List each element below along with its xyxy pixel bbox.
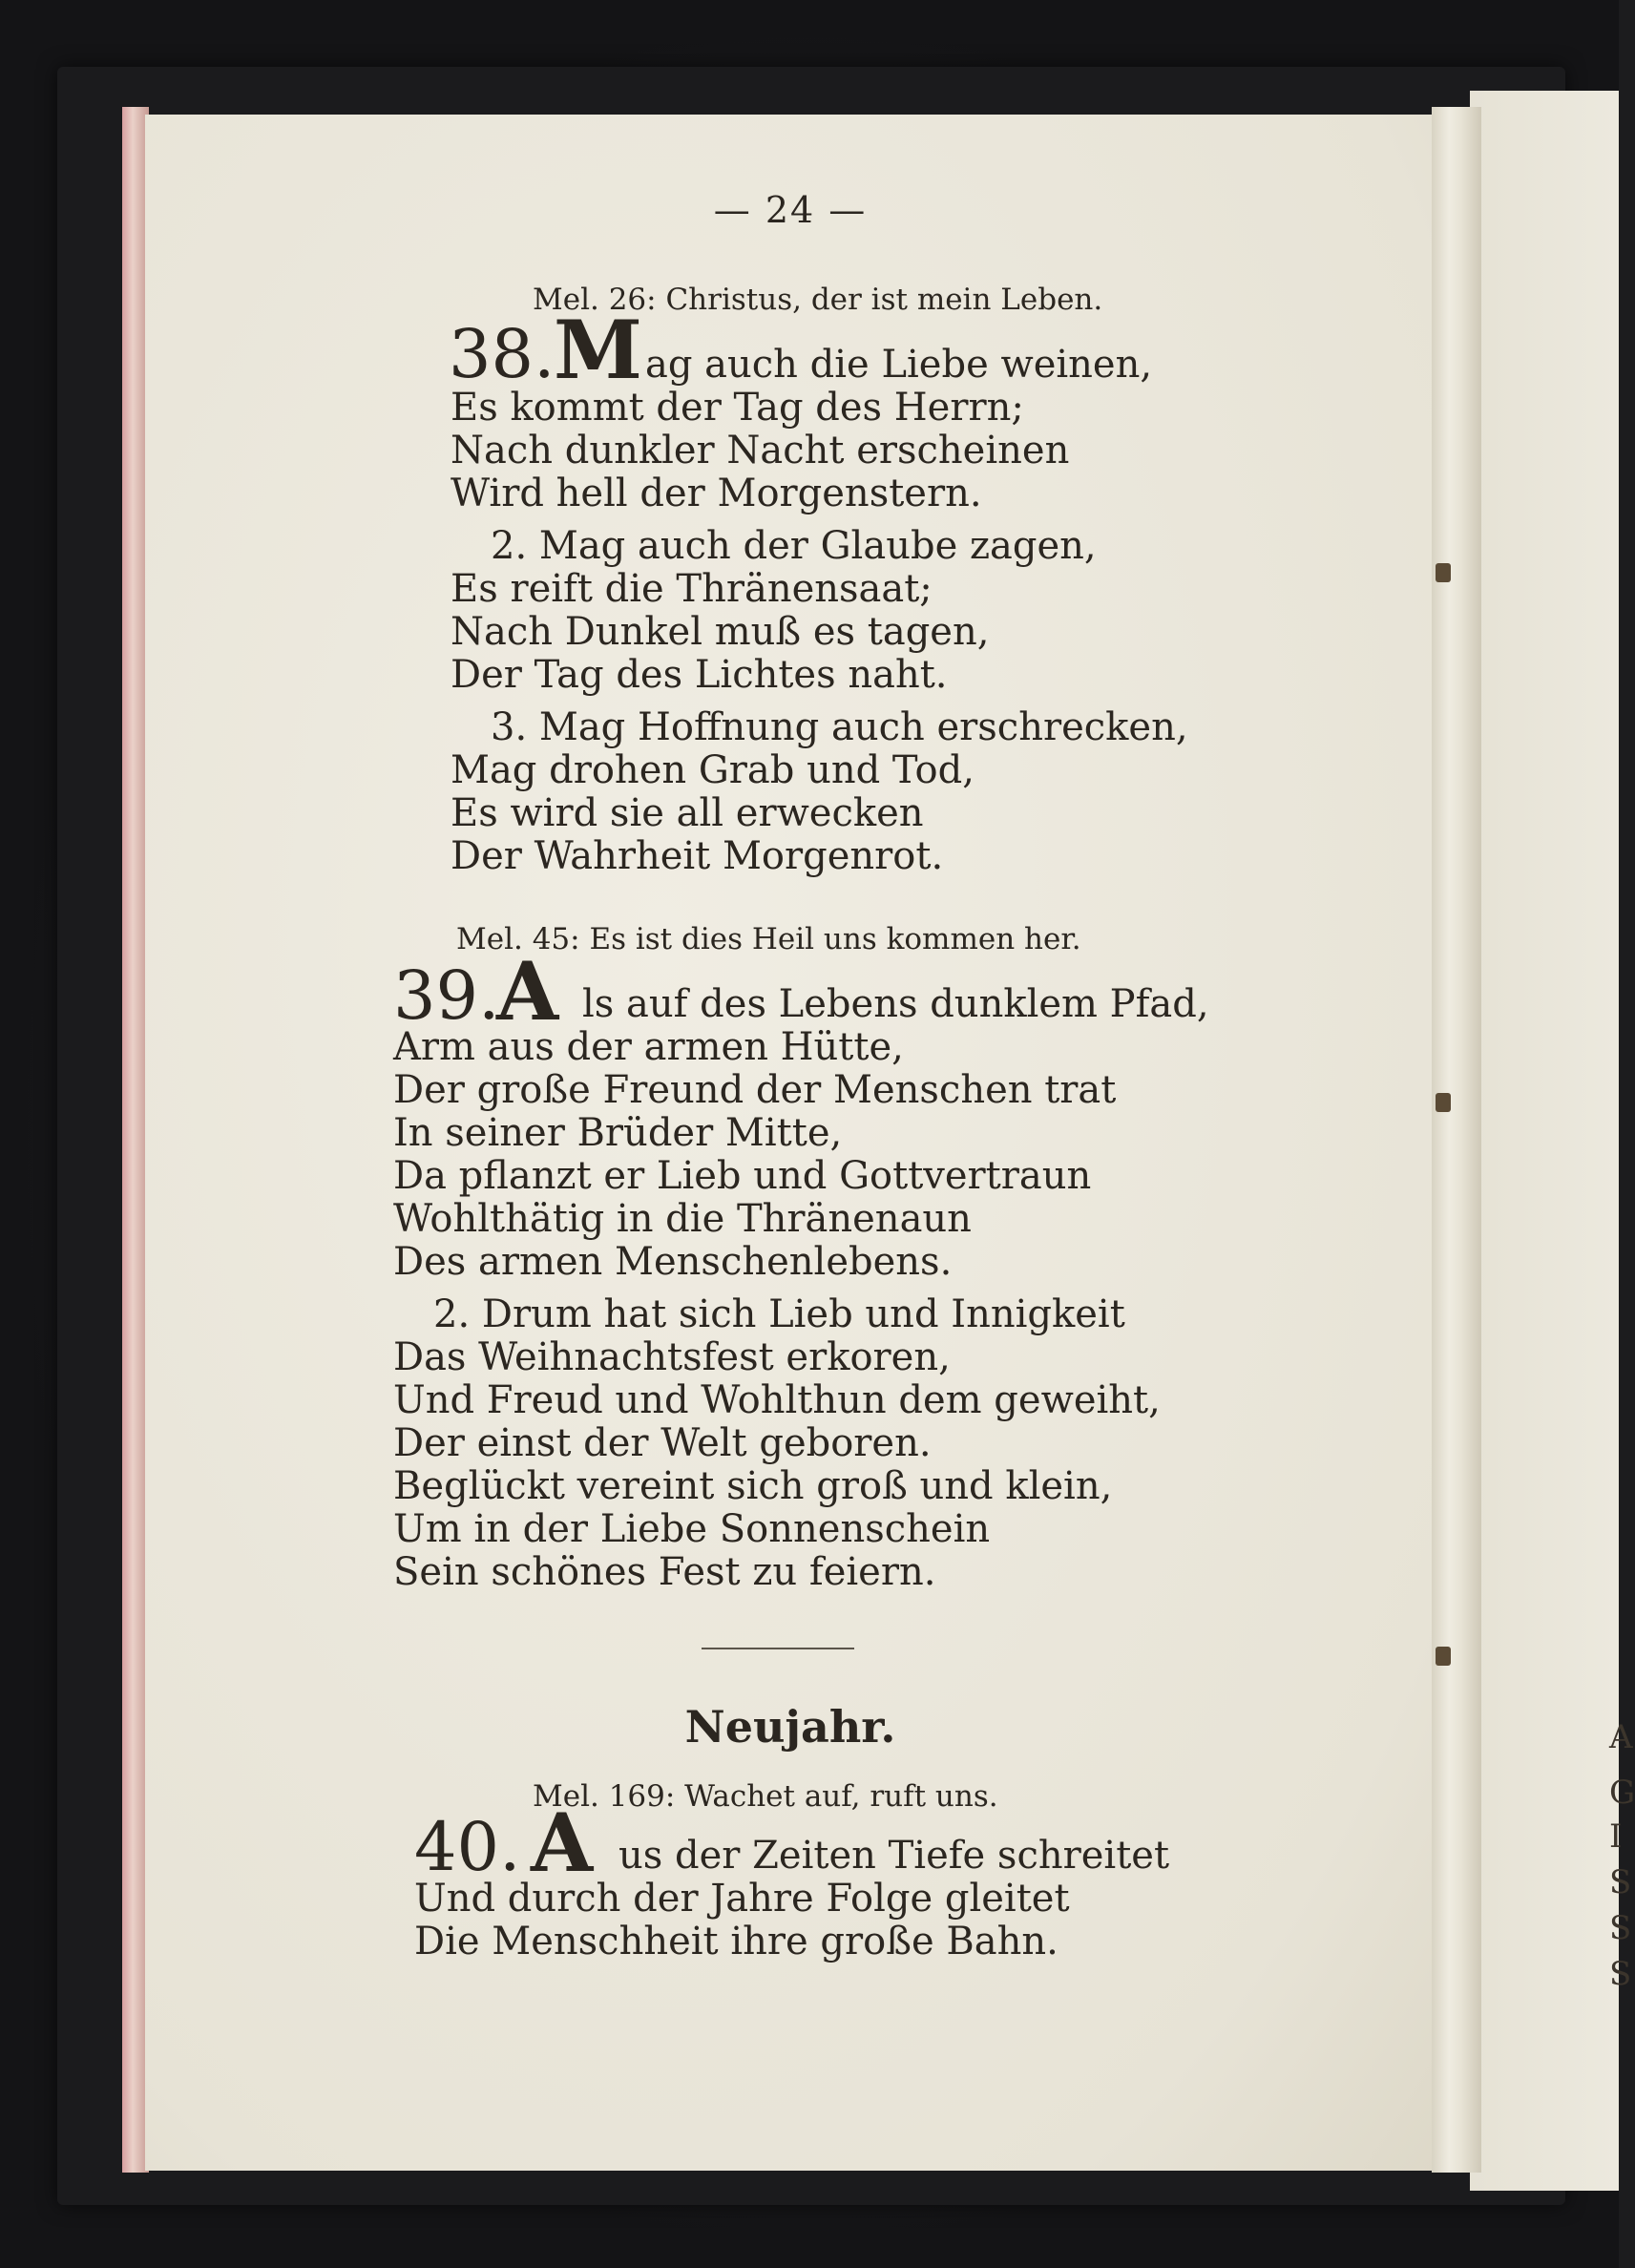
facing-page-char: S	[1609, 1863, 1632, 1901]
verse-line: Es reift die Thränensaat;	[451, 567, 933, 611]
binding-stitch	[1436, 563, 1451, 582]
verse-line: Sein schönes Fest zu feiern.	[393, 1550, 936, 1594]
facing-page-char: S	[1609, 1909, 1632, 1947]
hymn-number: 39.	[393, 956, 500, 1035]
verse-line: 3. Mag Hoffnung auch erschrecken,	[491, 705, 1188, 749]
verse-line: Des armen Menschenlebens.	[393, 1240, 953, 1284]
verse-line: Es wird sie all erwecken	[451, 791, 924, 835]
drop-initial: A	[496, 944, 559, 1039]
drop-initial: M	[554, 303, 642, 397]
binding-stitch	[1436, 1093, 1451, 1112]
verse-line: Arm aus der armen Hütte,	[393, 1025, 904, 1069]
verse-line: 2. Mag auch der Glaube zagen,	[491, 524, 1097, 568]
page-number: — 24 —	[713, 189, 868, 231]
verse-line: Das Weihnachtsfest erkoren,	[393, 1335, 951, 1379]
facing-page	[1470, 91, 1619, 2191]
verse-line: Es kommt der Tag des Herrn;	[451, 386, 1024, 430]
melody-note: Mel. 45: Es ist dies Heil uns kommen her.	[456, 922, 1081, 956]
verse-line: Wird hell der Morgenstern.	[451, 472, 982, 515]
verse-line: 2. Drum hat sich Lieb und Innigkeit	[433, 1292, 1125, 1336]
verse-line: us der Zeiten Tiefe schreitet	[618, 1834, 1170, 1878]
melody-note: Mel. 26: Christus, der ist mein Leben.	[533, 283, 1103, 317]
verse-line: Der Tag des Lichtes naht.	[451, 653, 948, 697]
verse-line: Da pflanzt er Lieb und Gottvertraun	[393, 1154, 1092, 1198]
verse-line: Und Freud und Wohlthun dem geweiht,	[393, 1378, 1161, 1422]
verse-line: Der einst der Welt geboren.	[393, 1421, 932, 1465]
verse-line: In seiner Brüder Mitte,	[393, 1111, 843, 1155]
verse-line: Der große Freund der Menschen trat	[393, 1068, 1117, 1112]
verse-line: ls auf des Lebens dunklem Pfad,	[582, 982, 1209, 1026]
facing-page-char: S	[1609, 1955, 1632, 1993]
verse-line: Wohlthätig in die Thränenaun	[393, 1197, 972, 1241]
facing-page-char: G	[1609, 1774, 1635, 1812]
verse-line: Nach dunkler Nacht erscheinen	[451, 429, 1070, 472]
section-divider	[702, 1648, 854, 1649]
verse-line: ag auch die Liebe weinen,	[645, 343, 1153, 387]
verse-line: Und durch der Jahre Folge gleitet	[414, 1877, 1070, 1921]
hymn-number: 40.	[414, 1808, 521, 1886]
verse-line: Um in der Liebe Sonnenschein	[393, 1507, 991, 1551]
verse-line: Beglückt vereint sich groß und klein,	[393, 1464, 1113, 1508]
verse-line: Nach Dunkel muß es tagen,	[451, 610, 990, 654]
verse-line: Die Menschheit ihre große Bahn.	[414, 1920, 1059, 1964]
verse-line: Mag drohen Grab und Tod,	[451, 748, 975, 792]
facing-page-char: I	[1609, 1817, 1623, 1856]
facing-page-char: A	[1609, 1718, 1633, 1756]
hymn-number: 38.	[449, 315, 555, 393]
book-gutter	[1432, 107, 1481, 2173]
melody-note: Mel. 169: Wachet auf, ruft uns.	[533, 1779, 998, 1814]
drop-initial: A	[531, 1796, 594, 1890]
binding-stitch	[1436, 1647, 1451, 1666]
section-heading: Neujahr.	[684, 1701, 896, 1753]
verse-line: Der Wahrheit Morgenrot.	[451, 834, 944, 878]
